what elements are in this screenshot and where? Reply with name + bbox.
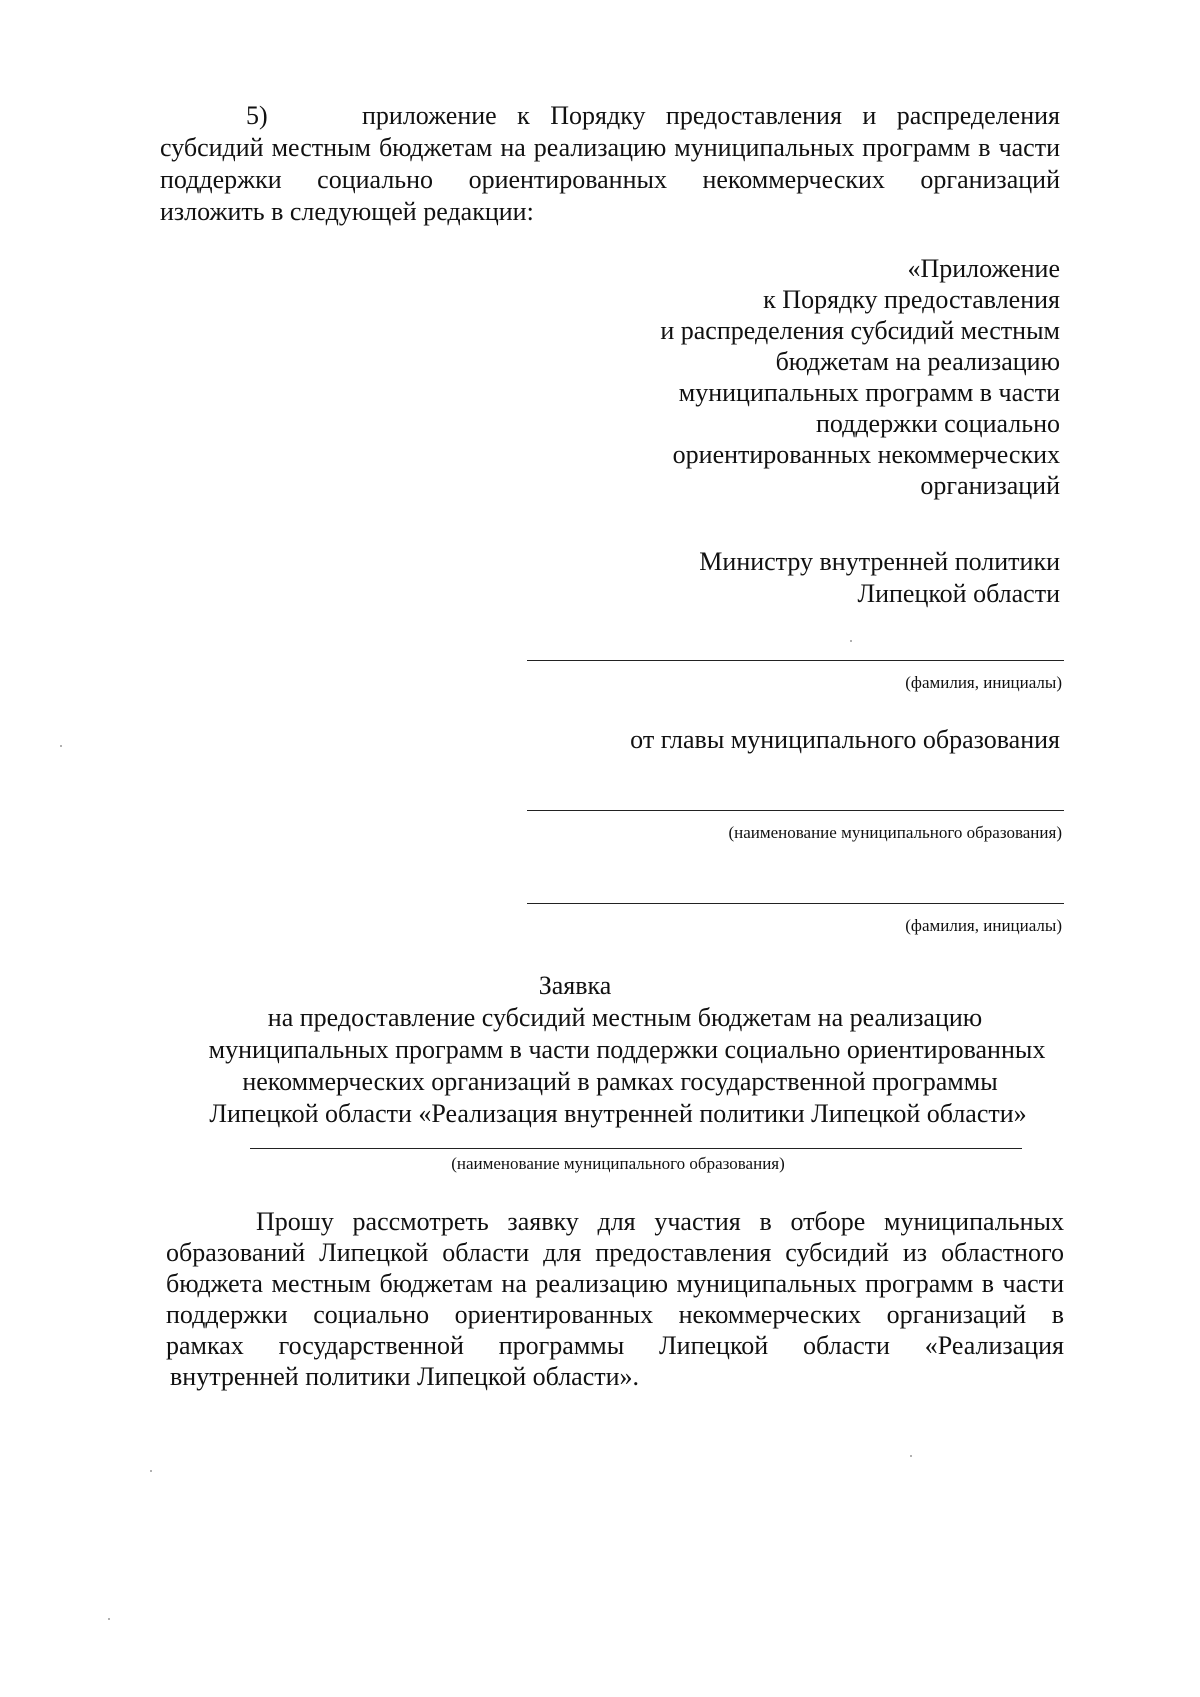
municipality-blank-line (250, 1148, 1022, 1149)
intro-line: поддержки социально ориентированных некоммерческих организаций (160, 165, 1060, 194)
name-blank-line (527, 660, 1064, 661)
appendix-header-line: к Порядку предоставления (763, 285, 1060, 314)
item-number: 5) (246, 101, 268, 130)
scan-speck (850, 640, 852, 642)
appendix-header-line: муниципальных программ в части (678, 378, 1060, 407)
request-title: Заявка (538, 971, 612, 1000)
body-line: поддержки социально ориентированных некоммерческих организаций в (166, 1300, 1064, 1329)
appendix-header-line: «Приложение (907, 254, 1060, 283)
addressee-line: Липецкой области (857, 579, 1060, 608)
scan-speck (108, 1618, 110, 1620)
intro-line: изложить в следующей редакции: (160, 197, 534, 226)
intro-line: субсидий местным бюджетам на реализацию муниципальных программ в части (160, 133, 1060, 162)
name-blank-line (527, 903, 1064, 904)
intro-line: приложение к Порядку предоставления и распределения (362, 101, 1060, 130)
addressee-line: Министру внутренней политики (699, 547, 1060, 576)
municipality-blank-line (527, 810, 1064, 811)
field-caption: (фамилия, инициалы) (905, 916, 1062, 935)
field-caption: (наименование муниципального образования) (451, 1154, 785, 1173)
appendix-header-line: организаций (920, 471, 1060, 500)
scan-speck (60, 745, 62, 747)
request-subtitle-line: на предоставление субсидий местным бюджетам на реализацию (267, 1003, 983, 1032)
body-line: внутренней политики Липецкой области». (170, 1362, 640, 1391)
body-line: рамках государственной программы Липецкой области «Реализация (166, 1331, 1064, 1360)
body-line: образований Липецкой области для предоставления субсидий из областного (166, 1238, 1064, 1267)
field-caption: (наименование муниципального образования) (728, 823, 1062, 842)
scan-speck (910, 1455, 912, 1457)
scan-speck (150, 1470, 152, 1472)
appendix-header-line: поддержки социально (815, 409, 1060, 438)
from-line: от главы муниципального образования (630, 725, 1060, 754)
field-caption: (фамилия, инициалы) (905, 673, 1062, 692)
request-subtitle-line: Липецкой области «Реализация внутренней политики Липецкой области» (209, 1099, 1027, 1128)
request-subtitle-line: некоммерческих организаций в рамках государственной программы (242, 1067, 998, 1096)
appendix-header-line: и распределения субсидий местным (660, 316, 1060, 345)
request-subtitle-line: муниципальных программ в части поддержки социально ориентированных (208, 1035, 1046, 1064)
body-line: Прошу рассмотреть заявку для участия в отборе муниципальных (256, 1207, 1064, 1236)
appendix-header-line: ориентированных некоммерческих (672, 440, 1060, 469)
body-line: бюджета местным бюджетам на реализацию муниципальных программ в части (166, 1269, 1064, 1298)
appendix-header-line: бюджетам на реализацию (775, 347, 1060, 376)
